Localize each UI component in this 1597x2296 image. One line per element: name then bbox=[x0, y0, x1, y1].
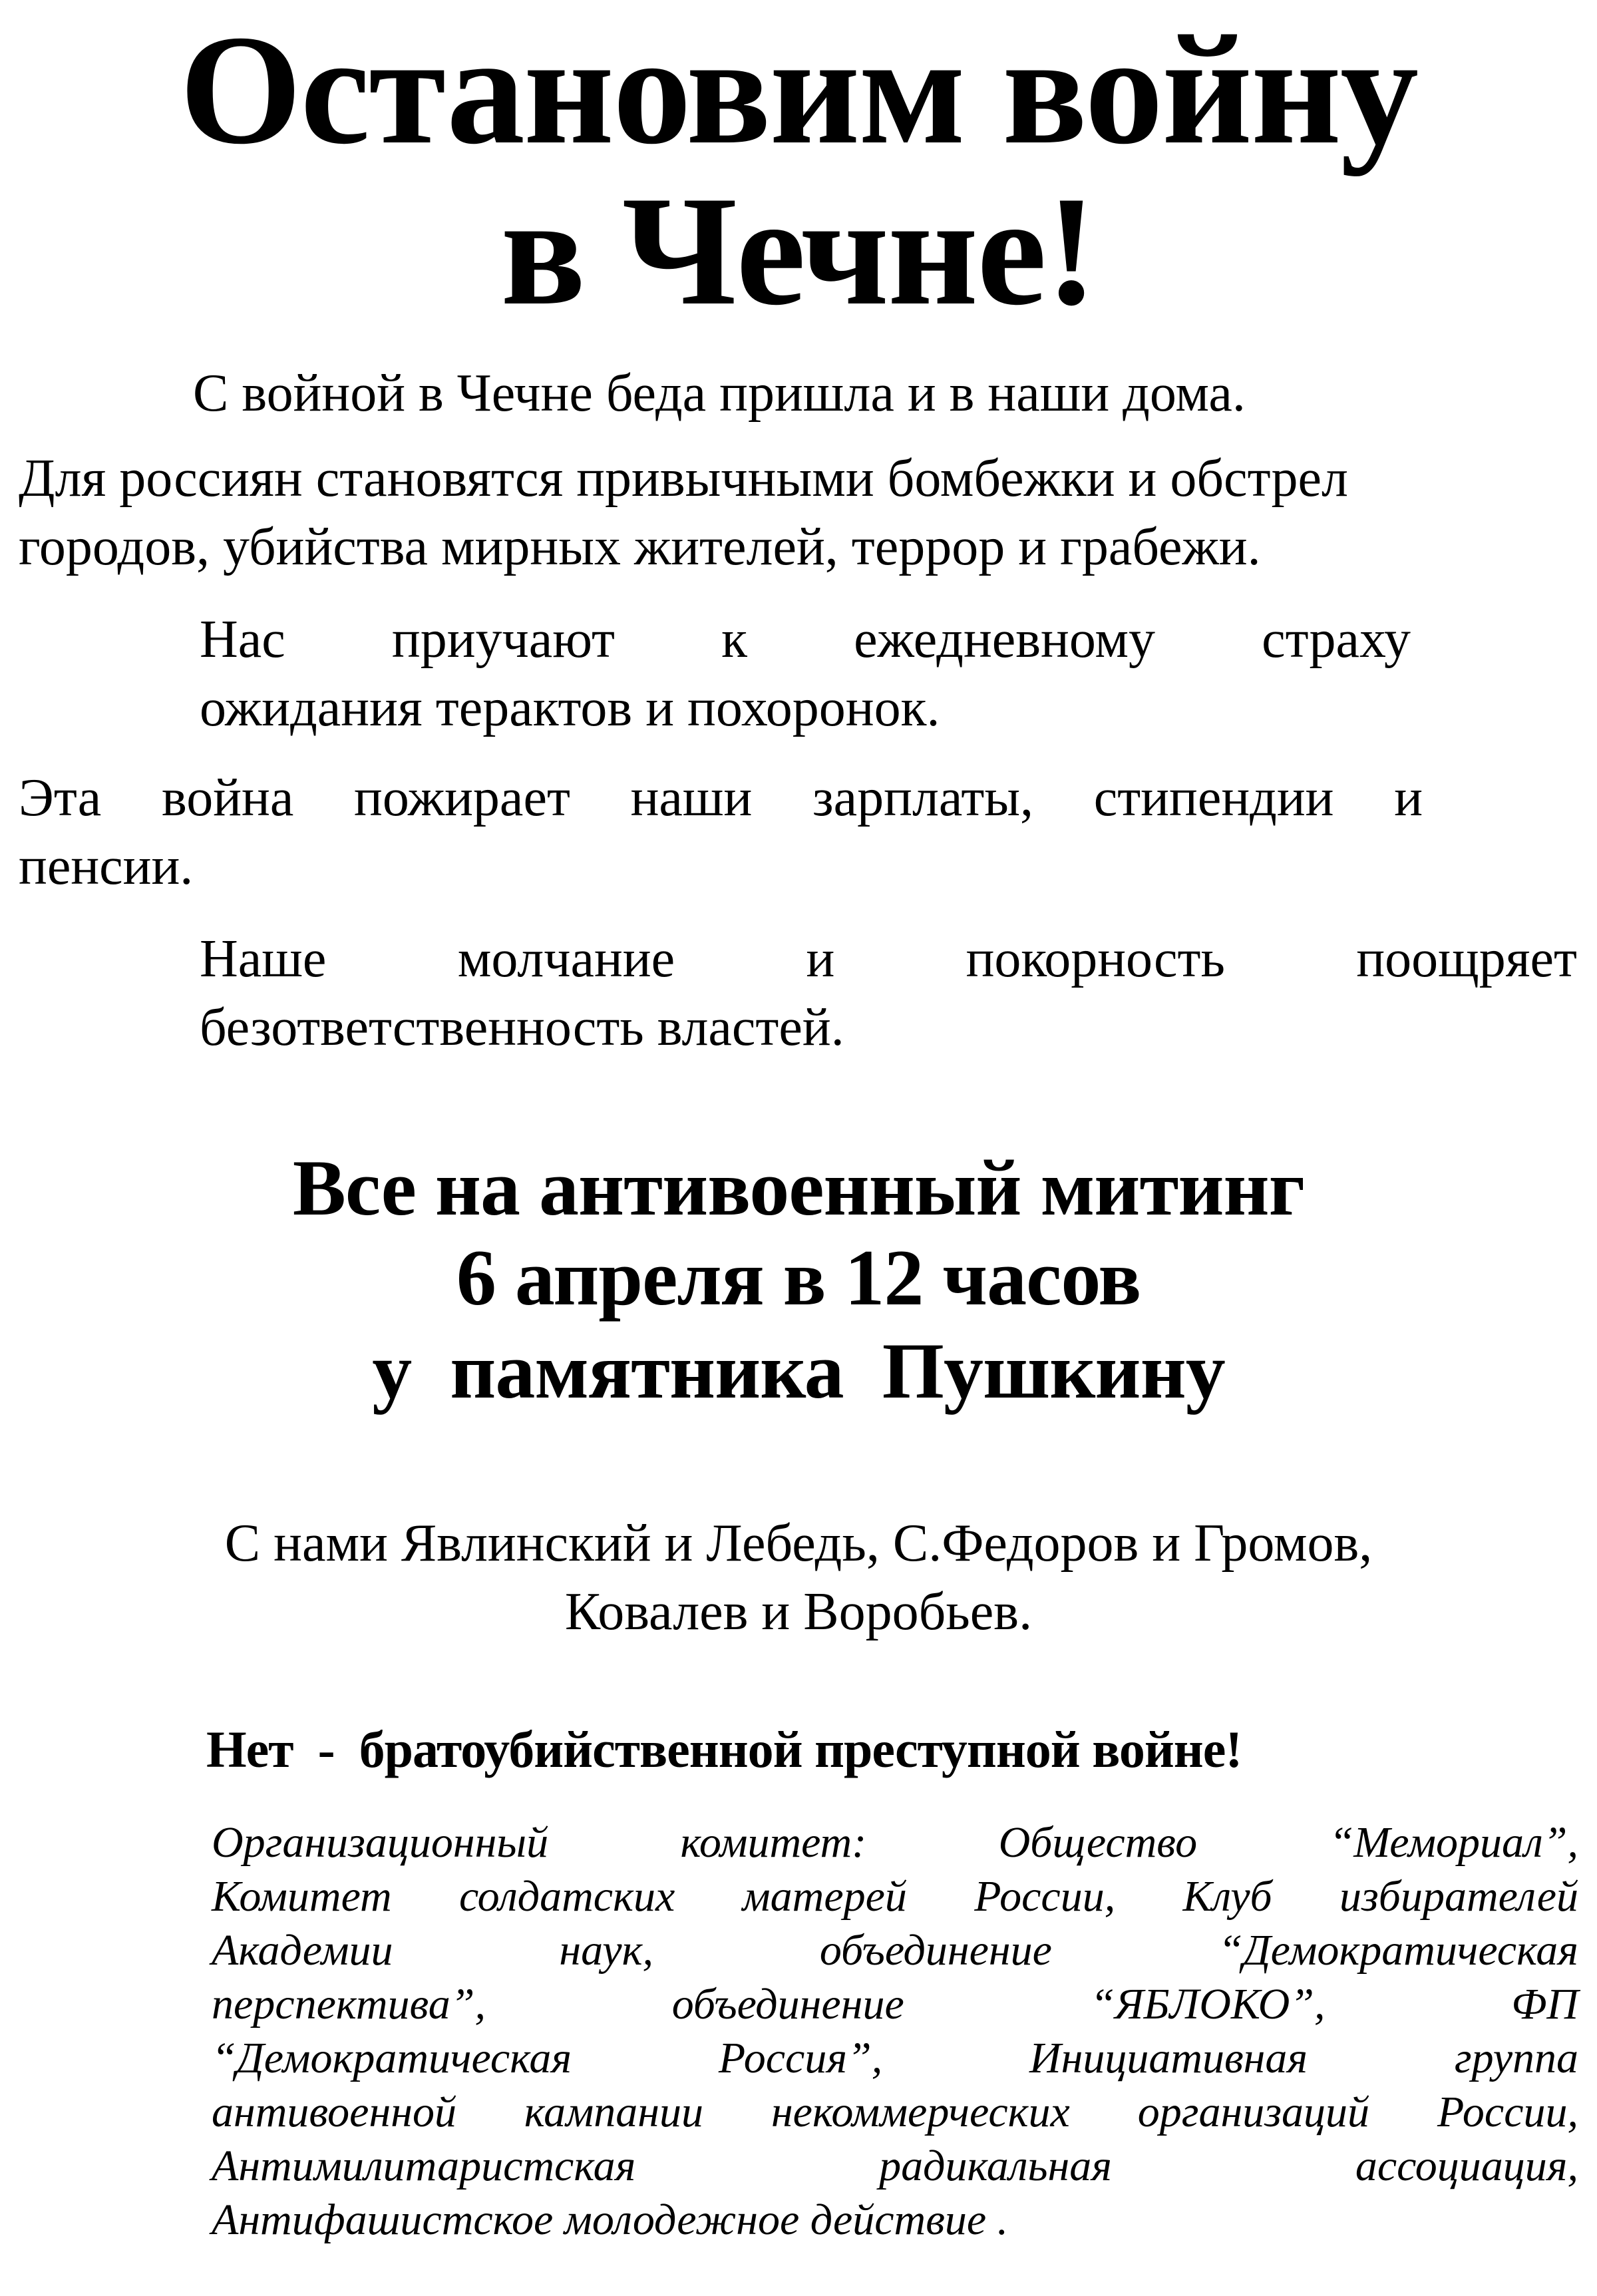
paragraph-silence bbox=[200, 925, 1577, 1062]
paragraph-fear-line-1: Нас приучают к ежедневному страху bbox=[200, 610, 1411, 669]
paragraph-silence-line-1: Наше молчание и покорность поощряет bbox=[200, 930, 1577, 988]
organizers-line-6: антивоенной кампании некоммерческих организаций России, bbox=[212, 2088, 1578, 2136]
organizers-line-4: перспектива”, объединение “ЯБЛОКО”, ФП bbox=[212, 1980, 1578, 2028]
rally-heading-line-1: Все на антивоенный митинг bbox=[292, 1143, 1305, 1232]
paragraph-bombings-line-2: городов, убийства мирных жителей, террор и грабежи. bbox=[19, 518, 1261, 576]
paragraph-bombings bbox=[19, 445, 1348, 582]
paragraph-war-at-home: С войной в Чечне беда пришла и в наши дома. bbox=[193, 364, 1246, 423]
supporters-line-1: С нами Явлинский и Лебедь, С.Федоров и Громов, bbox=[224, 1514, 1373, 1573]
paragraph-salaries bbox=[19, 764, 1423, 901]
rally-heading-line-2: 6 апреля в 12 часов bbox=[456, 1233, 1141, 1322]
organizers-line-3: Академии наук, объединение “Демократическая bbox=[212, 1926, 1578, 1975]
organizers-line-8: Антифашистское молодежное действие . bbox=[212, 2196, 1009, 2244]
headline-line-2: в Чечне! bbox=[500, 164, 1097, 338]
paragraph-salaries-line-1: Эта война пожирает наши зарплаты, стипендии и bbox=[19, 769, 1423, 827]
organizers-line-1: Организационный комитет: Общество “Мемориал”, bbox=[212, 1818, 1578, 1867]
headline-line-1: Остановим войну bbox=[179, 3, 1418, 177]
paragraph-salaries-line-2: пенсии. bbox=[19, 837, 194, 896]
slogan: Нет - братоубийственной преступной войне! bbox=[206, 1720, 1242, 1778]
paragraph-fear-line-2: ожидания терактов и похоронок. bbox=[200, 679, 940, 737]
organizers-line-2: Комитет солдатских матерей России, Клуб избирателей bbox=[212, 1872, 1578, 1921]
organizers-block bbox=[212, 1816, 1578, 2247]
supporters-line-2: Ковалев и Воробьев. bbox=[564, 1583, 1033, 1641]
rally-heading-line-3: у памятника Пушкину bbox=[372, 1326, 1225, 1415]
paragraph-silence-line-2: безответственность властей. bbox=[200, 998, 844, 1057]
organizers-line-5: “Демократическая Россия”, Инициативная группа bbox=[212, 2034, 1578, 2082]
paragraph-bombings-line-1: Для россиян становятся привычными бомбежки и обстрел bbox=[19, 449, 1348, 508]
organizers-line-7: Антимилитаристская радикальная ассоциация, bbox=[212, 2142, 1578, 2190]
paragraph-fear bbox=[200, 606, 1411, 743]
